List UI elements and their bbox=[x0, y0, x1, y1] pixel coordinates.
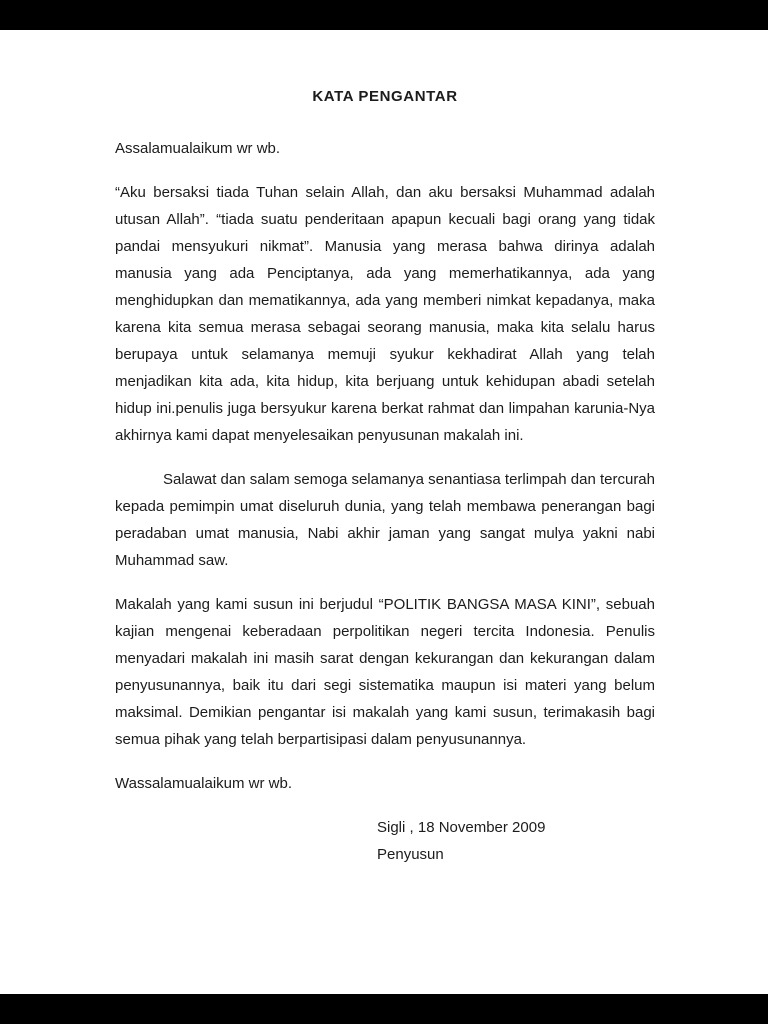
signature-place-date: Sigli , 18 November 2009 bbox=[377, 819, 546, 836]
top-border-bar bbox=[0, 0, 768, 30]
paragraph-body-2: Salawat dan salam semoga selamanya senantiasa terlimpah dan tercurah kepada pemimpin umat diseluruh dunia, yang telah membawa penerangan bagi peradaban umat manusia, Nabi akhir jaman yang sangat mulya yakni nabi Muhammad saw. bbox=[115, 471, 655, 569]
paragraph-closing-salutation: Wassalamualaikum wr wb. bbox=[115, 775, 292, 792]
paragraph-opening-salutation: Assalamualaikum wr wb. bbox=[115, 140, 281, 157]
bottom-border-bar bbox=[0, 994, 768, 1024]
page-title: KATA PENGANTAR bbox=[312, 88, 458, 105]
paragraph-body-3: Makalah yang kami susun ini berjudul “POLITIK BANGSA MASA KINI”, sebuah kajian mengenai keberadaan perpolitikan negeri tercita Indonesia. Penulis menyadari makalah ini masih sarat dengan kekurangan dan kekurangan dalam penyusunannya, baik itu dari segi sistematika maupun isi materi yang belum maksimal. Demikian pengantar isi makalah yang kami susun, terimakasih bagi semua pihak yang telah berpartisipasi dalam penyusunannya. bbox=[115, 596, 655, 748]
document-page bbox=[0, 30, 768, 994]
signature-author: Penyusun bbox=[377, 846, 444, 863]
paragraph-body-1: “Aku bersaksi tiada Tuhan selain Allah, dan aku bersaksi Muhammad adalah utusan Allah”. “tiada suatu penderitaan apapun kecuali bagi orang yang tidak pandai mensyukuri nikmat”. Manusia yang merasa bahwa dirinya adalah manusia yang ada Penciptanya, ada yang memerhatikannya, ada yang menghidupkan dan mematikannya, ada yang memberi nimkat kepadanya, maka karena kita semua merasa sebagai seorang manusia, maka kita selalu harus berupaya untuk selamanya memuji syukur kekhadirat Allah yang telah menjadikan kita ada, kita hidup, kita berjuang untuk kehidupan abadi setelah hidup ini.penulis juga bersyukur karena berkat rahmat dan limpahan karunia-Nya akhirnya kami dapat menyelesaikan penyusunan makalah ini. bbox=[115, 184, 655, 444]
signature-block bbox=[377, 814, 655, 868]
